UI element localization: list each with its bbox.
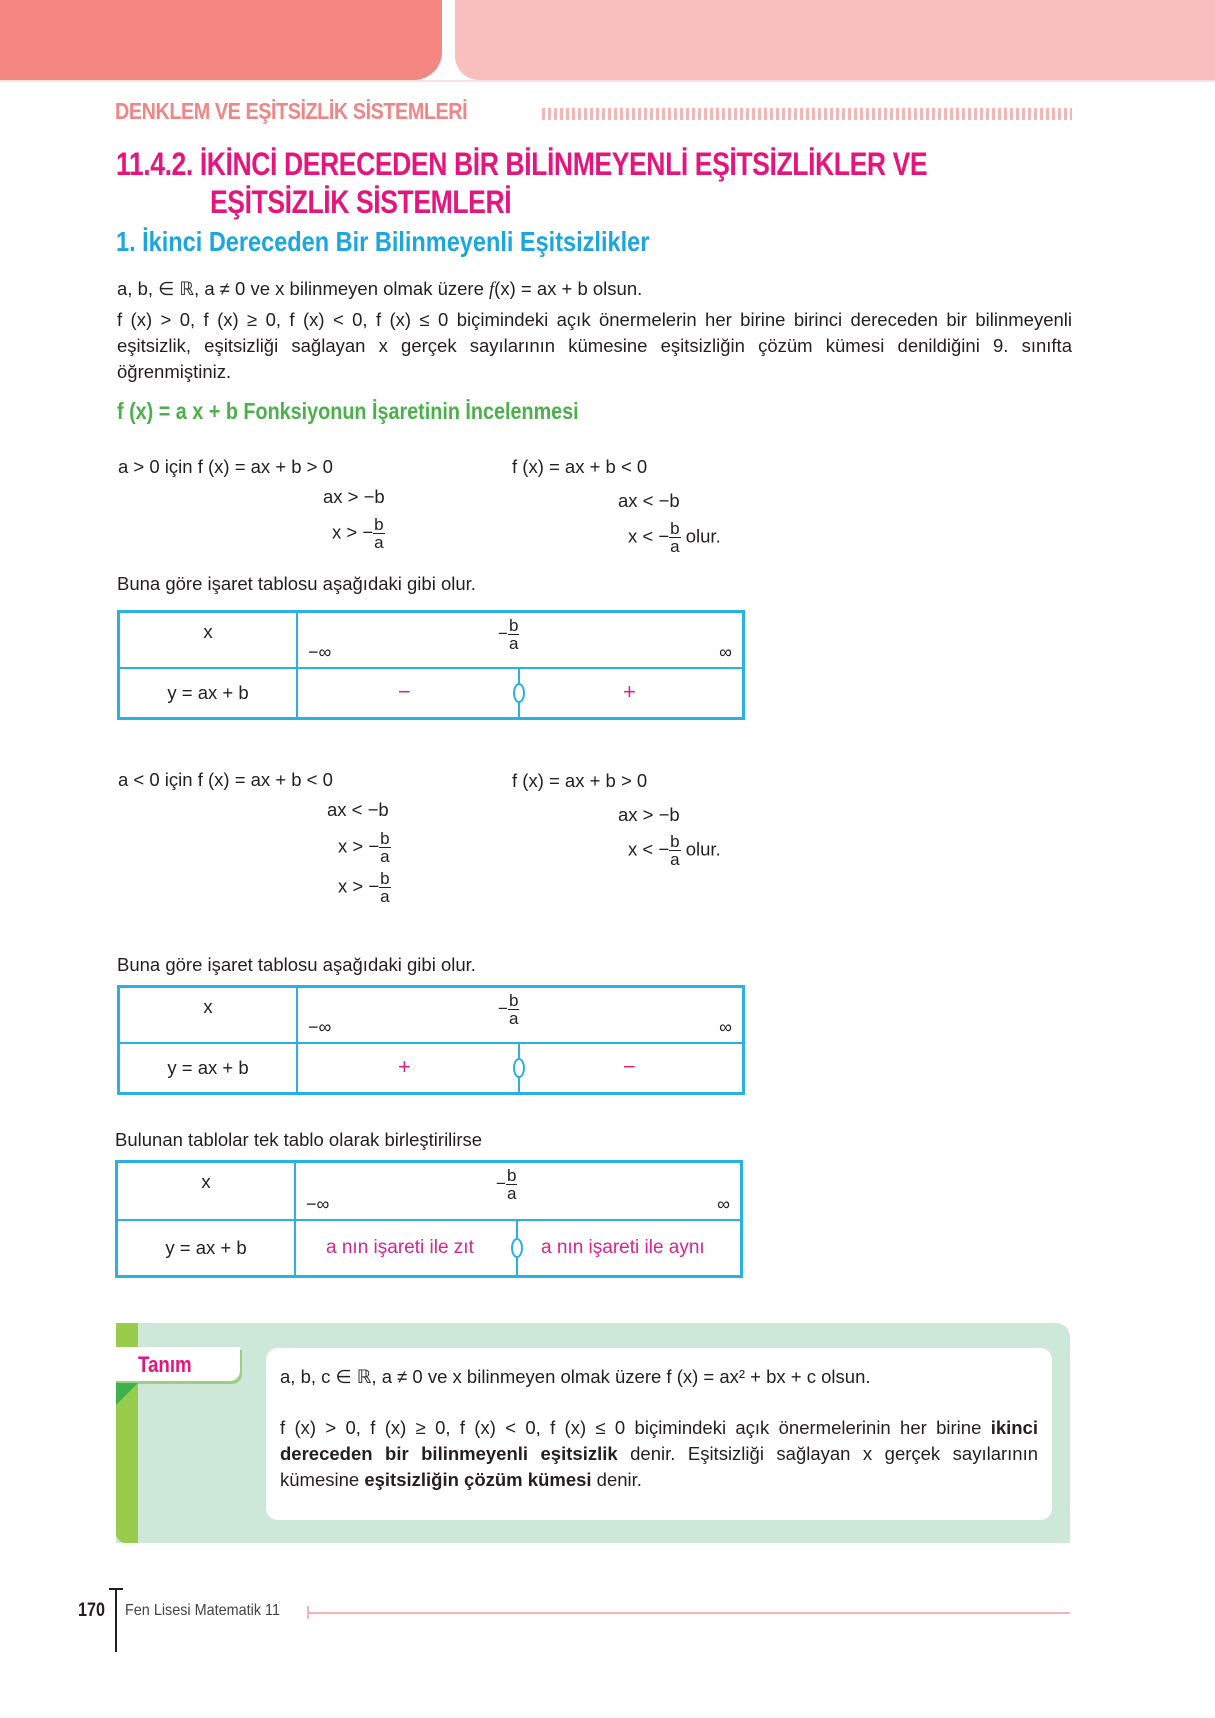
frac-num: b (374, 515, 384, 534)
y-label: y = ax + b (118, 1221, 296, 1275)
footer-rule (308, 1612, 1070, 1614)
pos-right-line1: f (x) = ax + b < 0 (512, 456, 648, 477)
definition-text: f (x) > 0, f (x) ≥ 0, f (x) < 0, f (x) ≤ 0 biçimindeki açık önermelerinin her birine (280, 1417, 991, 1438)
frac-den: a (380, 887, 390, 906)
sign-left: − (398, 679, 411, 704)
table-row-x (120, 613, 742, 667)
neg-left-line1: a < 0 için f (x) = ax + b < 0 (118, 769, 333, 790)
sign-table-negative (117, 985, 745, 1095)
root-sign: − (498, 623, 508, 643)
neg-right-line2: ax > −b (618, 804, 680, 825)
negative-infinity: −∞ (306, 1194, 330, 1214)
frac-den: a (508, 1009, 519, 1028)
negative-infinity: −∞ (308, 1017, 332, 1037)
fraction (373, 516, 384, 551)
chapter-title-stripes (542, 108, 1072, 120)
neg-right-line3-end: olur. (680, 838, 721, 860)
definition-content (266, 1348, 1052, 1520)
definition-term: eşitsizliğin çözüm kümesi (364, 1469, 592, 1490)
neg-left-line3 (338, 830, 391, 865)
footer-divider (115, 1588, 117, 1652)
section-title-line1: 11.4.2. İKİNCİ DERECEDEN BİR BİLİNMEYENLİ EŞİTSİZLİKLER VE (116, 146, 928, 182)
pos-left-line1: a > 0 için f (x) = ax + b > 0 (118, 456, 333, 477)
fraction (508, 617, 519, 652)
frac-den: a (508, 634, 519, 653)
book-title: Fen Lisesi Matematik 11 (125, 1602, 280, 1619)
pos-left-line3-text: x > − (332, 521, 374, 543)
neg-right-line1: f (x) = ax + b > 0 (512, 770, 648, 791)
x-cells (298, 613, 742, 667)
intro-fx: f (489, 280, 495, 300)
page-number: 170 (78, 1600, 105, 1621)
fraction (379, 830, 390, 865)
positive-infinity: ∞ (719, 1017, 732, 1037)
intro-line1 (117, 276, 642, 303)
negative-infinity: −∞ (308, 642, 332, 662)
neg-right-line3-text: x < − (628, 838, 670, 860)
neg-right-line3 (628, 833, 721, 868)
definition-tab-label: Tanım (138, 1352, 192, 1377)
pos-right-line2: ax < −b (618, 490, 680, 511)
frac-den: a (374, 533, 384, 552)
frac-num: b (670, 519, 680, 538)
pos-left-line3 (332, 516, 385, 551)
y-label: y = ax + b (120, 1044, 298, 1092)
section-title-line2: EŞİTSİZLİK SİSTEMLERİ (210, 184, 512, 220)
frac-den: a (506, 1184, 517, 1203)
pos-left-line2: ax > −b (323, 486, 385, 507)
sign-right: − (623, 1054, 636, 1079)
x-cells (296, 1163, 740, 1219)
neg-left-line2: ax < −b (327, 799, 389, 820)
combined-caption: Bulunan tablolar tek tablo olarak birleştirilirse (115, 1129, 483, 1150)
frac-num: b (508, 616, 519, 635)
zero-marker-icon (513, 683, 525, 703)
x-cells (298, 988, 742, 1042)
definition-line1: a, b, c ∈ ℝ, a ≠ 0 ve x bilinmeyen olmak üzere f (x) = ax² + bx + c olsun. (280, 1366, 871, 1387)
root-sign: − (498, 998, 508, 1018)
positive-infinity: ∞ (719, 642, 732, 662)
root-value (496, 1167, 517, 1202)
intro-line1-text: a, b, ∈ ℝ, a ≠ 0 ve x bilinmeyen olmak üzere (117, 278, 490, 299)
y-cells (298, 1044, 742, 1092)
root-sign: − (496, 1173, 506, 1193)
frac-num: b (380, 829, 390, 848)
table-row-y (118, 1219, 740, 1275)
x-label: x (120, 613, 298, 667)
header-divider (0, 80, 1215, 82)
neg-left-line4 (338, 870, 391, 905)
neg-left-line3-text: x > − (338, 835, 380, 857)
fraction (508, 992, 519, 1027)
definition-term: ikinci dereceden bir bilinmeyenli eşitsizlik (280, 1417, 1038, 1464)
frac-num: b (506, 1166, 517, 1185)
table-row-x (120, 988, 742, 1042)
fraction (506, 1167, 517, 1202)
frac-num: b (508, 991, 519, 1010)
definition-text: denir. (591, 1469, 642, 1490)
sign-right: + (623, 679, 636, 704)
neg-table-caption: Buna göre işaret tablosu aşağıdaki gibi olur. (117, 954, 476, 975)
chapter-title: DENKLEM VE EŞİTSİZLİK SİSTEMLERİ (115, 98, 468, 124)
sign-right-text: a nın işareti ile aynı (541, 1237, 705, 1258)
definition-fold-icon (116, 1383, 138, 1405)
fraction (669, 833, 680, 868)
table-row-y (120, 1042, 742, 1092)
pos-right-line3 (628, 520, 721, 555)
root-value (498, 992, 519, 1027)
section-subtitle: 1. İkinci Dereceden Bir Bilinmeyenli Eşitsizlikler (116, 226, 650, 257)
pos-right-line3-text: x < − (628, 525, 670, 547)
frac-den: a (380, 847, 390, 866)
frac-den: a (670, 850, 680, 869)
sign-table-combined (115, 1160, 743, 1278)
header-band-left (0, 0, 442, 80)
sign-table-positive (117, 610, 745, 720)
sign-left-text: a nın işareti ile zıt (326, 1237, 474, 1258)
pos-right-line3-end: olur. (680, 525, 721, 547)
positive-infinity: ∞ (717, 1194, 730, 1214)
table-row-x (118, 1163, 740, 1219)
y-cells (298, 669, 742, 717)
zero-marker-icon (511, 1238, 523, 1258)
frac-num: b (670, 832, 680, 851)
intro-paragraph: f (x) > 0, f (x) ≥ 0, f (x) < 0, f (x) ≤ 0 biçimindeki açık önermelerin her birine birinci dereceden bir bilinmeyenli eşitsizlik, eşitsizliği sağlayan x gerçek sayılarının kümesine eşitsizliğin çözüm kümesi denildiğini 9. sınıfta öğrenmiştiniz. (117, 309, 1072, 382)
frac-num: b (380, 869, 390, 888)
table-row-y (120, 667, 742, 717)
intro-line1-end: (x) = ax + b olsun. (494, 278, 643, 299)
frac-den: a (670, 537, 680, 556)
x-label: x (120, 988, 298, 1042)
x-label: x (118, 1163, 296, 1219)
subheading-function-sign: f (x) = a x + b Fonksiyonun İşaretinin İncelenmesi (117, 398, 579, 424)
pos-table-caption: Buna göre işaret tablosu aşağıdaki gibi olur. (117, 573, 476, 594)
zero-marker-icon (513, 1058, 525, 1078)
sign-left: + (398, 1054, 411, 1079)
neg-left-line4-text: x > − (338, 875, 380, 897)
fraction (669, 520, 680, 555)
definition-text: denir. Eşitsizliği sağlayan x gerçek sayılarının kümesine (280, 1443, 1038, 1490)
header-band-right (455, 0, 1215, 80)
y-label: y = ax + b (120, 669, 298, 717)
fraction (379, 870, 390, 905)
definition-paragraph (280, 1415, 1038, 1493)
root-value (498, 617, 519, 652)
y-cells (296, 1221, 740, 1275)
